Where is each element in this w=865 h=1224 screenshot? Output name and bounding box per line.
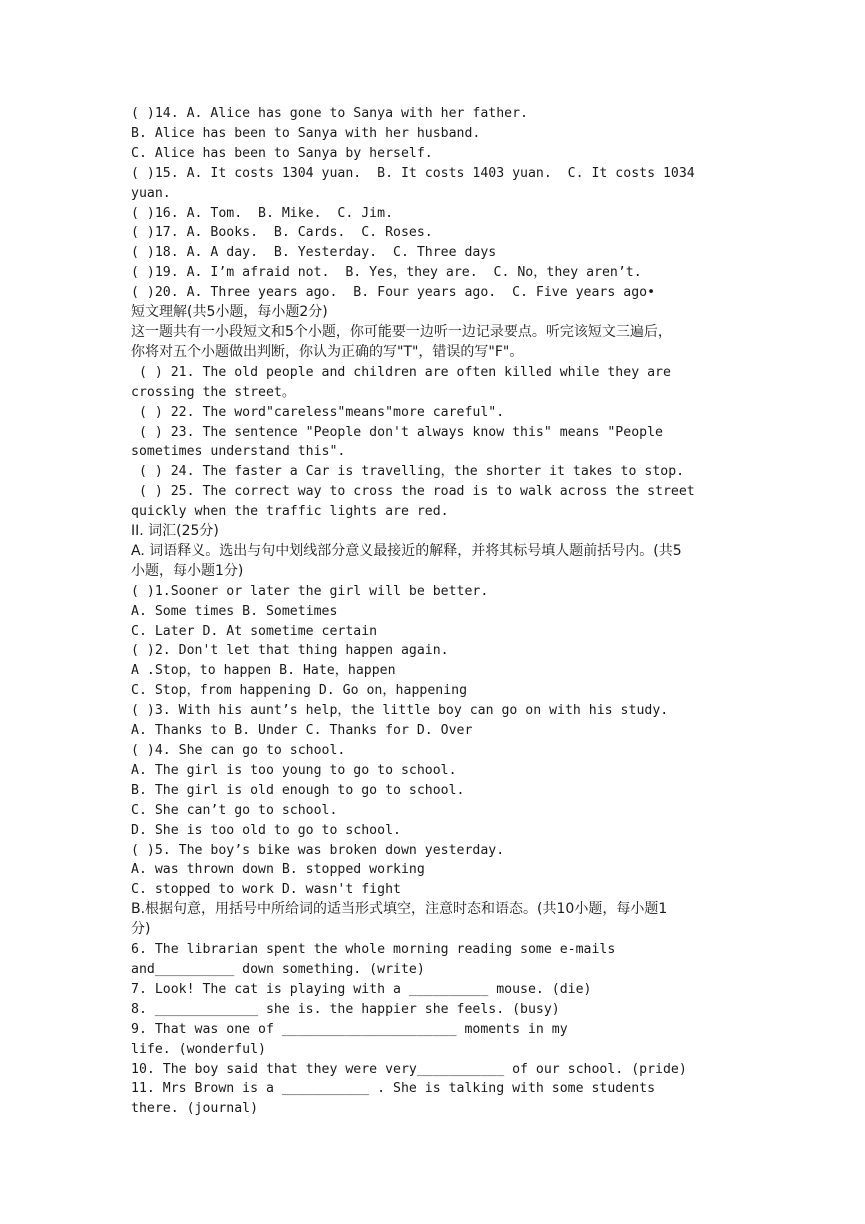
document-page bbox=[131, 104, 771, 1119]
vocab-option-4b: B. The girl is old enough to go to school. bbox=[131, 782, 465, 798]
vocab-question-3: ( )3. With his aunt’s help，the little boy can go on with his study. bbox=[131, 703, 669, 719]
vocab-question-4: ( )4. She can go to school. bbox=[131, 743, 346, 758]
section-heading-reading: 短文理解(共5小题，每小题2分) bbox=[131, 304, 328, 321]
question-20: ( )20. A. Three years ago. B. Four years ago. C. Five years ago• bbox=[131, 285, 656, 301]
option-14c: C. Alice has been to Sanya by herself. bbox=[131, 145, 433, 161]
vocab-options-5cd: C. stopped to work D. wasn't fight bbox=[131, 882, 401, 898]
question-21: ( ) 21. The old people and children are often killed while they are bbox=[131, 364, 671, 380]
fill-question-11: 11. Mrs Brown is a ___________ . She is talking with some students bbox=[131, 1081, 656, 1097]
question-23: ( ) 23. The sentence "People don't always know this" means "People bbox=[131, 424, 663, 440]
part-a-instructions-cont: 小题，每小题1分) bbox=[131, 562, 244, 579]
question-18: ( )18. A. A day. B. Yesterday. C. Three days bbox=[131, 245, 497, 261]
question-14: ( )14. A. Alice has gone to Sanya with her father. bbox=[131, 106, 528, 121]
question-22: ( ) 22. The word"careless"means"more careful". bbox=[131, 404, 505, 420]
vocab-options-2cd: C. Stop，from happening D. Go on，happening bbox=[131, 683, 468, 699]
part-a-instructions: A. 词语释义。选出与句中划线部分意义最接近的解释，并将其标号填人题前括号内。(共5 bbox=[131, 542, 682, 559]
question-24: ( ) 24. The faster a Car is travelling，the shorter it takes to stop. bbox=[131, 464, 685, 480]
part-b-instructions-cont: 分) bbox=[131, 921, 151, 938]
vocab-option-4d: D. She is too old to go to school. bbox=[131, 822, 401, 838]
fill-question-7: 7. Look! The cat is playing with a __________ mouse. (die) bbox=[131, 981, 592, 997]
question-16: ( )16. A. Tom. B. Mike. C. Jim. bbox=[131, 205, 394, 221]
question-25-cont: quickly when the traffic lights are red. bbox=[131, 504, 449, 520]
fill-question-6-cont: and__________ down something. (write) bbox=[131, 961, 425, 977]
vocab-options-3: A. Thanks to B. Under C. Thanks for D. Over bbox=[131, 723, 473, 739]
vocab-options-1ab: A. Some times B. Sometimes bbox=[131, 603, 338, 619]
instructions-line-1: 这一题共有一小段短文和5个小题，你可能要一边听一边记录要点。听完该短文三遍后， bbox=[131, 323, 672, 340]
vocab-question-1: ( )1.Sooner or later the girl will be better. bbox=[131, 583, 489, 599]
fill-question-9: 9. That was one of ______________________ moments in my bbox=[131, 1021, 568, 1037]
vocab-option-4a: A. The girl is too young to go to school. bbox=[131, 762, 457, 778]
question-15-cont: yuan. bbox=[131, 185, 171, 201]
fill-question-9-cont: life. (wonderful) bbox=[131, 1041, 266, 1057]
question-19: ( )19. A. I’m afraid not. B. Yes，they are. C. No，they aren’t. bbox=[131, 265, 642, 281]
fill-question-8: 8. _____________ she is. the happier she feels. (busy) bbox=[131, 1001, 560, 1017]
vocab-options-5ab: A. was thrown down B. stopped working bbox=[131, 862, 425, 878]
fill-question-10: 10. The boy said that they were very___________ of our school. (pride) bbox=[131, 1061, 687, 1077]
part-b-instructions: B.根据句意，用括号中所给词的适当形式填空，注意时态和语态。(共10小题，每小题1 bbox=[131, 901, 668, 918]
instructions-line-2: 你将对五个小题做出判断，你认为正确的写"T"，错误的写"F"。 bbox=[131, 343, 524, 360]
vocab-question-5: ( )5. The boy’s bike was broken down yesterday. bbox=[131, 842, 505, 858]
question-17: ( )17. A. Books. B. Cards. C. Roses. bbox=[131, 225, 433, 241]
fill-question-6: 6. The librarian spent the whole morning reading some e-mails bbox=[131, 942, 616, 958]
vocab-option-4c: C. She can’t go to school. bbox=[131, 802, 338, 818]
question-25: ( ) 25. The correct way to cross the road is to walk across the street bbox=[131, 484, 695, 500]
section-heading-vocabulary: II. 词汇(25分) bbox=[131, 523, 219, 540]
question-23-cont: sometimes understand this". bbox=[131, 444, 346, 460]
fill-question-11-cont: there. (journal) bbox=[131, 1101, 259, 1117]
question-21-cont: crossing the street。 bbox=[131, 384, 296, 400]
option-14b: B. Alice has been to Sanya with her husband. bbox=[131, 125, 481, 141]
question-15: ( )15. A. It costs 1304 yuan. B. It costs 1403 yuan. C. It costs 1034 bbox=[131, 165, 695, 181]
vocab-question-2: ( )2. Don't let that thing happen again. bbox=[131, 643, 449, 659]
vocab-options-1cd: C. Later D. At sometime certain bbox=[131, 623, 378, 639]
vocab-options-2ab: A .Stop，to happen B. Hate，happen bbox=[131, 663, 396, 679]
